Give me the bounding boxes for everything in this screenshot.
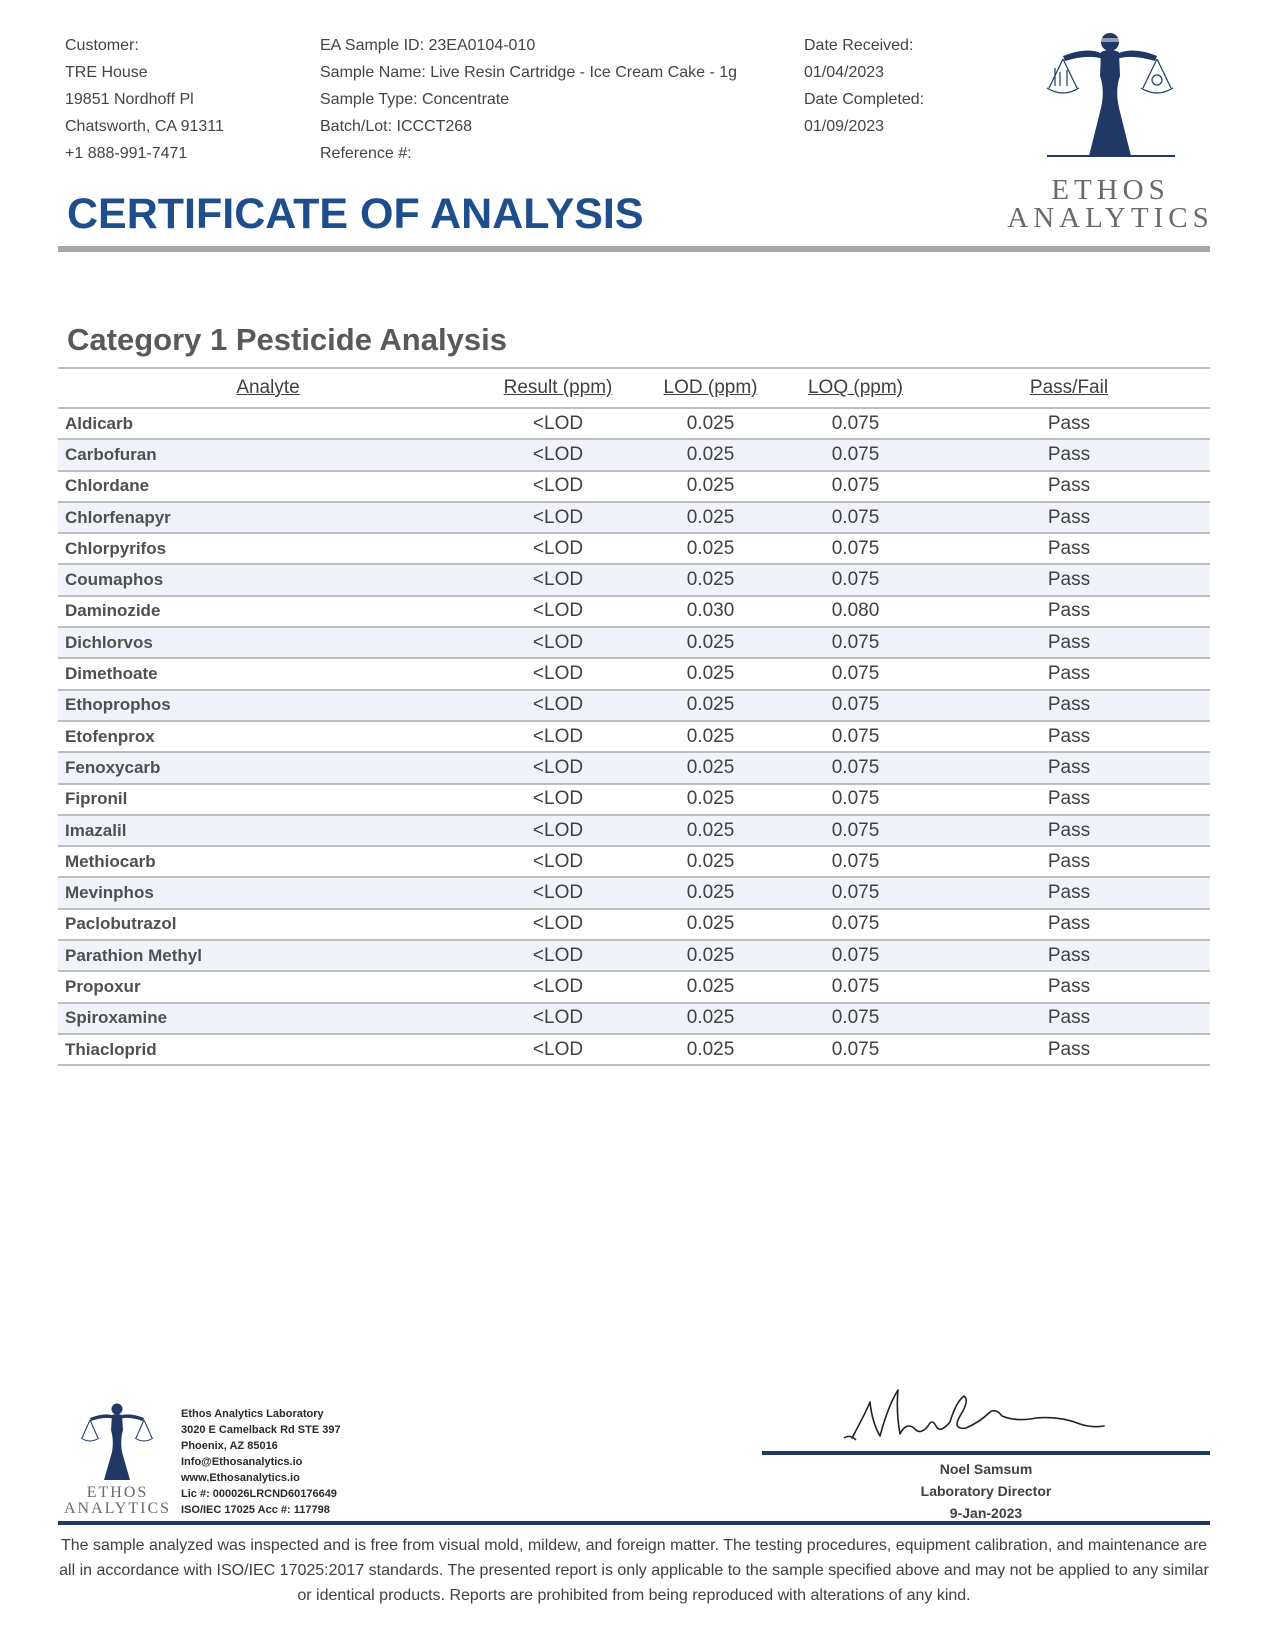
cell-loq: 0.075 bbox=[783, 784, 928, 815]
date-received-label: Date Received: bbox=[804, 37, 914, 54]
lab-iso-accreditation: ISO/IEC 17025 Acc #: 117798 bbox=[181, 1504, 330, 1516]
cell-lod: 0.025 bbox=[638, 909, 783, 940]
signature-image bbox=[840, 1382, 1110, 1448]
cell-loq: 0.075 bbox=[783, 502, 928, 533]
cell-pass-fail: Pass bbox=[928, 658, 1210, 689]
cell-loq: 0.075 bbox=[783, 564, 928, 595]
table-header-row bbox=[58, 368, 1210, 408]
sample-name: Sample Name: Live Resin Cartridge - Ice Cream Cake - 1g bbox=[320, 64, 738, 81]
cell-loq: 0.075 bbox=[783, 471, 928, 502]
cell-pass-fail: Pass bbox=[928, 596, 1210, 627]
table-row bbox=[58, 471, 1210, 502]
cell-lod: 0.025 bbox=[638, 721, 783, 752]
cell-lod: 0.025 bbox=[638, 690, 783, 721]
footer-logo-text-ethos: ETHOS bbox=[86, 1484, 149, 1501]
footer-divider bbox=[58, 1521, 1210, 1525]
cell-pass-fail: Pass bbox=[928, 909, 1210, 940]
cell-result: <LOD bbox=[478, 846, 638, 877]
cell-lod: 0.025 bbox=[638, 439, 783, 470]
cell-lod: 0.025 bbox=[638, 784, 783, 815]
cell-analyte: Methiocarb bbox=[58, 846, 478, 877]
table-row bbox=[58, 564, 1210, 595]
cell-analyte: Etofenprox bbox=[58, 721, 478, 752]
date-completed-label: Date Completed: bbox=[804, 91, 925, 108]
table-row bbox=[58, 690, 1210, 721]
table-row bbox=[58, 439, 1210, 470]
cell-loq: 0.075 bbox=[783, 752, 928, 783]
cell-result: <LOD bbox=[478, 408, 638, 439]
cell-analyte: Chlordane bbox=[58, 471, 478, 502]
cell-lod: 0.030 bbox=[638, 596, 783, 627]
cell-result: <LOD bbox=[478, 784, 638, 815]
lab-license: Lic #: 000026LRCND60176649 bbox=[181, 1488, 337, 1500]
signatory-date: 9-Jan-2023 bbox=[949, 1505, 1023, 1521]
cell-analyte: Imazalil bbox=[58, 815, 478, 846]
cell-analyte: Ethoprophos bbox=[58, 690, 478, 721]
cell-lod: 0.025 bbox=[638, 533, 783, 564]
cell-lod: 0.025 bbox=[638, 502, 783, 533]
cell-pass-fail: Pass bbox=[928, 1003, 1210, 1034]
cell-lod: 0.025 bbox=[638, 564, 783, 595]
table-row bbox=[58, 502, 1210, 533]
header-lod: LOD (ppm) bbox=[638, 368, 783, 408]
customer-name: TRE House bbox=[65, 64, 148, 81]
section-title: Category 1 Pesticide Analysis bbox=[67, 322, 507, 357]
cell-result: <LOD bbox=[478, 658, 638, 689]
cell-loq: 0.075 bbox=[783, 971, 928, 1002]
cell-pass-fail: Pass bbox=[928, 627, 1210, 658]
table-row bbox=[58, 533, 1210, 564]
table-row bbox=[58, 658, 1210, 689]
table-row bbox=[58, 752, 1210, 783]
cell-pass-fail: Pass bbox=[928, 408, 1210, 439]
table-row bbox=[58, 846, 1210, 877]
customer-city: Chatsworth, CA 91311 bbox=[65, 118, 224, 135]
lab-street: 3020 E Camelback Rd STE 397 bbox=[181, 1424, 341, 1436]
cell-result: <LOD bbox=[478, 721, 638, 752]
sample-id: EA Sample ID: 23EA0104-010 bbox=[320, 37, 536, 54]
cell-analyte: Mevinphos bbox=[58, 877, 478, 908]
signature-line bbox=[762, 1451, 1210, 1455]
table-row bbox=[58, 815, 1210, 846]
table-row bbox=[58, 940, 1210, 971]
cell-loq: 0.075 bbox=[783, 909, 928, 940]
customer-street: 19851 Nordhoff Pl bbox=[65, 91, 194, 108]
cell-lod: 0.025 bbox=[638, 815, 783, 846]
cell-analyte: Thiacloprid bbox=[58, 1034, 478, 1065]
cell-result: <LOD bbox=[478, 596, 638, 627]
cell-result: <LOD bbox=[478, 439, 638, 470]
cell-result: <LOD bbox=[478, 1003, 638, 1034]
customer-label: Customer: bbox=[65, 37, 139, 54]
cell-analyte: Chlorfenapyr bbox=[58, 502, 478, 533]
cell-lod: 0.025 bbox=[638, 752, 783, 783]
cell-lod: 0.025 bbox=[638, 1003, 783, 1034]
table-row bbox=[58, 909, 1210, 940]
sample-reference: Reference #: bbox=[320, 145, 412, 162]
cell-analyte: Daminozide bbox=[58, 596, 478, 627]
cell-pass-fail: Pass bbox=[928, 815, 1210, 846]
lab-website: www.Ethosanalytics.io bbox=[181, 1472, 300, 1484]
cell-loq: 0.075 bbox=[783, 627, 928, 658]
page-title: CERTIFICATE OF ANALYSIS bbox=[67, 190, 644, 238]
cell-pass-fail: Pass bbox=[928, 877, 1210, 908]
cell-pass-fail: Pass bbox=[928, 940, 1210, 971]
cell-loq: 0.075 bbox=[783, 1003, 928, 1034]
footer-logo-text-analytics: ANALYTICS bbox=[63, 1500, 172, 1517]
signatory-title: Laboratory Director bbox=[920, 1483, 1052, 1499]
cell-result: <LOD bbox=[478, 752, 638, 783]
cell-loq: 0.075 bbox=[783, 408, 928, 439]
cell-lod: 0.025 bbox=[638, 627, 783, 658]
table-row bbox=[58, 596, 1210, 627]
cell-analyte: Paclobutrazol bbox=[58, 909, 478, 940]
table-row bbox=[58, 877, 1210, 908]
customer-phone: +1 888-991-7471 bbox=[65, 145, 188, 162]
cell-result: <LOD bbox=[478, 564, 638, 595]
table-row bbox=[58, 971, 1210, 1002]
header-analyte: Analyte bbox=[58, 368, 478, 408]
cell-result: <LOD bbox=[478, 1034, 638, 1065]
header-result: Result (ppm) bbox=[478, 368, 638, 408]
cell-lod: 0.025 bbox=[638, 846, 783, 877]
cell-lod: 0.025 bbox=[638, 658, 783, 689]
date-completed: 01/09/2023 bbox=[804, 118, 885, 135]
header-loq: LOQ (ppm) bbox=[783, 368, 928, 408]
table-row bbox=[58, 721, 1210, 752]
cell-analyte: Dichlorvos bbox=[58, 627, 478, 658]
lab-email: Info@Ethosanalytics.io bbox=[181, 1456, 303, 1468]
logo-text-analytics: ANALYTICS bbox=[1007, 202, 1214, 234]
cell-result: <LOD bbox=[478, 502, 638, 533]
cell-pass-fail: Pass bbox=[928, 690, 1210, 721]
cell-result: <LOD bbox=[478, 815, 638, 846]
date-info bbox=[804, 32, 924, 140]
cell-pass-fail: Pass bbox=[928, 784, 1210, 815]
table-row bbox=[58, 408, 1210, 439]
cell-pass-fail: Pass bbox=[928, 502, 1210, 533]
cell-result: <LOD bbox=[478, 471, 638, 502]
cell-result: <LOD bbox=[478, 627, 638, 658]
cell-pass-fail: Pass bbox=[928, 533, 1210, 564]
cell-analyte: Fenoxycarb bbox=[58, 752, 478, 783]
cell-lod: 0.025 bbox=[638, 408, 783, 439]
cell-result: <LOD bbox=[478, 877, 638, 908]
cell-pass-fail: Pass bbox=[928, 721, 1210, 752]
cell-analyte: Chlorpyrifos bbox=[58, 533, 478, 564]
logo-text-ethos: ETHOS bbox=[1051, 174, 1170, 206]
date-received: 01/04/2023 bbox=[804, 64, 885, 81]
cell-analyte: Carbofuran bbox=[58, 439, 478, 470]
cell-result: <LOD bbox=[478, 690, 638, 721]
cell-pass-fail: Pass bbox=[928, 564, 1210, 595]
cell-pass-fail: Pass bbox=[928, 1034, 1210, 1065]
cell-loq: 0.075 bbox=[783, 690, 928, 721]
cell-result: <LOD bbox=[478, 971, 638, 1002]
customer-info bbox=[65, 32, 224, 167]
cell-analyte: Propoxur bbox=[58, 971, 478, 1002]
sample-type: Sample Type: Concentrate bbox=[320, 91, 510, 108]
table-row bbox=[58, 1003, 1210, 1034]
cell-lod: 0.025 bbox=[638, 1034, 783, 1065]
footer-logo bbox=[60, 1400, 175, 1518]
ethos-analytics-logo bbox=[1003, 28, 1218, 238]
cell-pass-fail: Pass bbox=[928, 846, 1210, 877]
cell-loq: 0.075 bbox=[783, 846, 928, 877]
table-row bbox=[58, 627, 1210, 658]
cell-loq: 0.075 bbox=[783, 658, 928, 689]
cell-result: <LOD bbox=[478, 909, 638, 940]
sample-batch: Batch/Lot: ICCCT268 bbox=[320, 118, 473, 135]
cell-lod: 0.025 bbox=[638, 877, 783, 908]
cell-loq: 0.075 bbox=[783, 439, 928, 470]
lab-name: Ethos Analytics Laboratory bbox=[181, 1408, 324, 1420]
cell-pass-fail: Pass bbox=[928, 471, 1210, 502]
cell-analyte: Fipronil bbox=[58, 784, 478, 815]
cell-loq: 0.080 bbox=[783, 596, 928, 627]
lady-justice-icon bbox=[60, 1400, 175, 1484]
cell-lod: 0.025 bbox=[638, 940, 783, 971]
cell-pass-fail: Pass bbox=[928, 971, 1210, 1002]
cell-loq: 0.075 bbox=[783, 533, 928, 564]
cell-pass-fail: Pass bbox=[928, 752, 1210, 783]
header-pass-fail: Pass/Fail bbox=[928, 368, 1210, 408]
cell-loq: 0.075 bbox=[783, 940, 928, 971]
cell-analyte: Parathion Methyl bbox=[58, 940, 478, 971]
lady-justice-icon bbox=[1003, 28, 1218, 168]
cell-analyte: Dimethoate bbox=[58, 658, 478, 689]
cell-result: <LOD bbox=[478, 940, 638, 971]
cell-loq: 0.075 bbox=[783, 1034, 928, 1065]
cell-analyte: Coumaphos bbox=[58, 564, 478, 595]
cell-lod: 0.025 bbox=[638, 471, 783, 502]
cell-loq: 0.075 bbox=[783, 815, 928, 846]
cell-analyte: Aldicarb bbox=[58, 408, 478, 439]
signatory-block bbox=[762, 1458, 1210, 1524]
cell-loq: 0.075 bbox=[783, 721, 928, 752]
cell-result: <LOD bbox=[478, 533, 638, 564]
sample-info bbox=[320, 32, 737, 167]
cell-lod: 0.025 bbox=[638, 971, 783, 1002]
cell-analyte: Spiroxamine bbox=[58, 1003, 478, 1034]
pesticide-results-table bbox=[58, 367, 1210, 1066]
cell-pass-fail: Pass bbox=[928, 439, 1210, 470]
table-row bbox=[58, 1034, 1210, 1065]
lab-city: Phoenix, AZ 85016 bbox=[181, 1440, 278, 1452]
disclaimer-text: The sample analyzed was inspected and is free from visual mold, mildew, and foreign matter. The testing procedures, equipment calibration, and maintenance are all in accordance with ISO/IEC 17025:2017 standards. The presented report is only applicable to the sample specified above and may not be applied to any similar or identical products. Reports are prohibited from being reproduced with alterations of any kind. bbox=[59, 1537, 1209, 1604]
table-row bbox=[58, 784, 1210, 815]
cell-loq: 0.075 bbox=[783, 877, 928, 908]
signatory-name: Noel Samsum bbox=[939, 1461, 1033, 1477]
lab-contact-info bbox=[181, 1406, 341, 1518]
title-divider bbox=[58, 246, 1210, 252]
